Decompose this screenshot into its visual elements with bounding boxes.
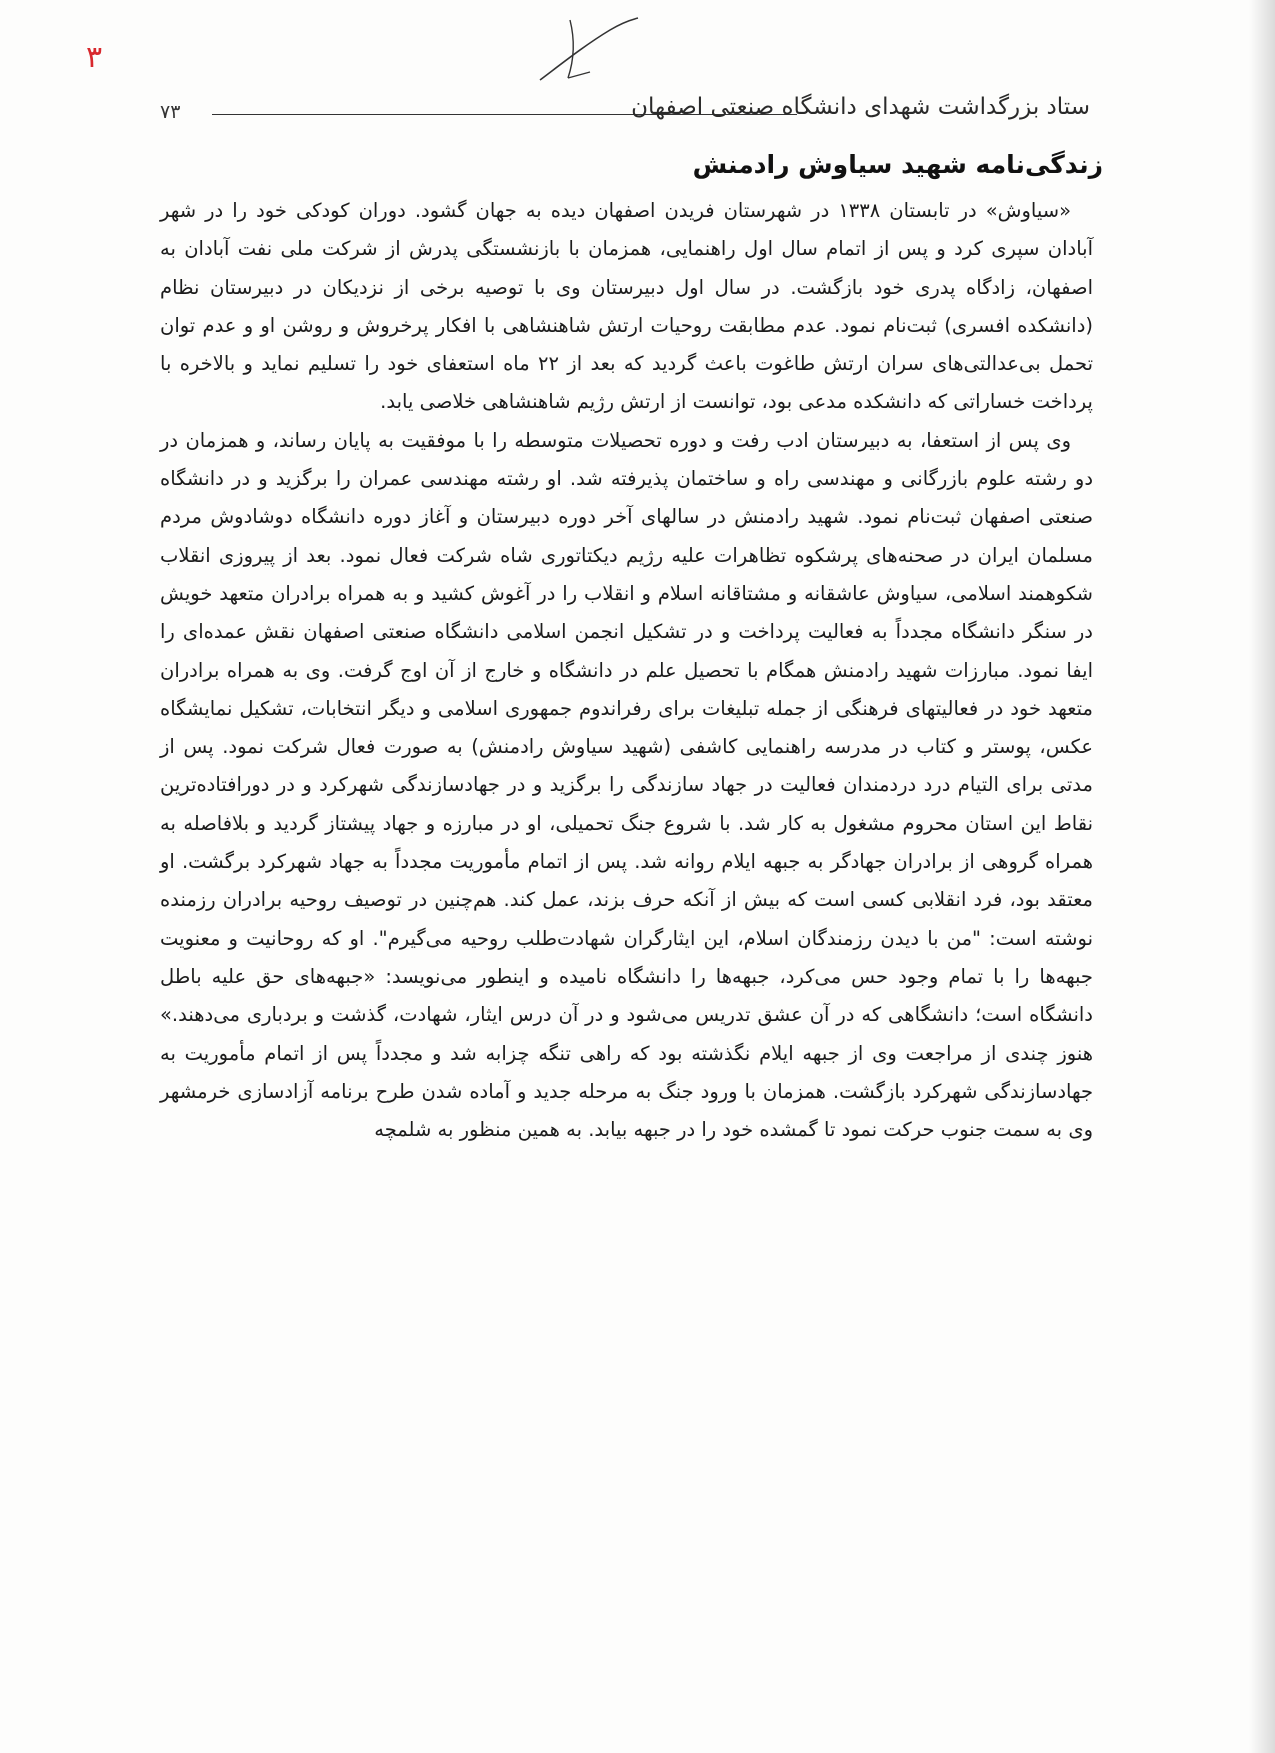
paragraph-1: «سیاوش» در تابستان ۱۳۳۸ در شهرستان فریدن اصفهان دیده به جهان گشود. دوران کودکی خود را در شهر آبادان سپری کرد و پس از اتمام سال اول راهنمایی، همزمان با بازنشستگی پدرش از شرکت ملی نفت آبادان به اصفهان، زادگاه پدری خود بازگشت. در سال اول دبیرستان وی با توصیه برخی از نزدیکان در دبیرستان نظام (دانشکده افسری) ثبت‌نام نمود. عدم مطابقت روحیات ارتش شاهنشاهی با افکار پرخروش و روشن او و عدم توان تحمل بی‌عدالتی‌های سران ارتش طاغوت باعث گردید که بعد از ۲۲ ماه استعفای خود را تسلیم نماید و بالاخره با پرداخت خساراتی که دانشکده مدعی بود، توانست از ارتش رژیم شاهنشاهی خلاصی یابد. xyxy=(160,199,1094,414)
pen-stroke-mark xyxy=(530,10,650,90)
article-body xyxy=(160,192,1093,1149)
page-number: ۷۳ xyxy=(160,101,181,123)
scan-edge-shadow xyxy=(1249,0,1275,1753)
running-title: ستاد بزرگداشت شهدای دانشگاه صنعتی اصفهان xyxy=(631,94,1090,120)
running-header xyxy=(160,92,1090,132)
paragraph-2: وی پس از استعفا، به دبیرستان ادب رفت و دوره تحصیلات متوسطه را با موفقیت به پایان رساند، و همزمان در دو رشته علوم بازرگانی و مهندسی راه و ساختمان پذیرفته شد. او رشته مهندسی عمران را برگزید و در دانشگاه صنعتی اصفهان ثبت‌نام نمود. شهید رادمنش در سالهای آخر دوره دبیرستان و آغاز دوره دانشگاه دوشادوش مردم مسلمان ایران در صحنه‌های پرشکوه تظاهرات علیه رژیم دیکتاتوری شاه شرکت فعال نمود. بعد از پیروزی انقلاب شکوهمند اسلامی، سیاوش عاشقانه و مشتاقانه اسلام و انقلاب را در آغوش کشید و به همراه برادران متعهد خویش در سنگر دانشگاه مجدداً به فعالیت پرداخت و در تشکیل انجمن اسلامی دانشگاه صنعتی اصفهان نقش عمده‌ای را ایفا نمود. مبارزات شهید رادمنش همگام با تحصیل علم در دانشگاه و خارج از آن اوج گرفت. وی به همراه برادران متعهد خود در فعالیتهای فرهنگی از جمله تبلیغات برای رفراندوم جمهوری اسلامی و دیگر انتخابات، تشکیل نمایشگاه عکس، پوستر و کتاب در مدرسه راهنمایی کاشفی (شهید سیاوش رادمنش) به صورت فعال شرکت نمود. پس از مدتی برای التیام درد دردمندان فعالیت در جهاد سازندگی را برگزید و در جهادسازندگی شهرکرد و در دورافتاده‌ترین نقاط این استان محروم مشغول به کار شد. با شروع جنگ تحمیلی، او در مبارزه و جهاد پیشتاز گردید و بلافاصله به همراه گروهی از برادران جهادگر به جبهه ایلام روانه شد. پس از اتمام مأموریت مجدداً به جهاد شهرکرد برگشت. او معتقد بود، فرد انقلابی کسی است که بیش از آنکه حرف بزند، عمل کند. هم‌چنین در توصیف روحیه برادران رزمنده نوشته است: "من با دیدن رزمندگان اسلام، این ایثارگران شهادت‌طلب روحیه می‌گیرم". او که روحانیت و معنویت جبهه‌ها را با تمام وجود حس می‌کرد، جبهه‌ها را دانشگاه نامیده و اینطور می‌نویسد: «جبهه‌های حق علیه باطل دانشگاه است؛ دانشگاهی که در آن عشق تدریس می‌شود و در آن درس ایثار، شهادت، گذشت و بردباری می‌دهند.» هنوز چندی از مراجعت وی از جبهه ایلام نگذشته بود که راهی تنگه چزابه شد و مجدداً پس از اتمام مأموریت به جهادسازندگی شهرکرد بازگشت. همزمان با ورود جنگ به مرحله جدید و آماده شدن طرح برنامه آزادسازی خرمشهر وی به سمت جنوب حرکت نمود تا گمشده خود را در جبهه بیابد. به همین منظور به شلمچه xyxy=(160,428,1093,1142)
article-title: زندگی‌نامه شهید سیاوش رادمنش xyxy=(692,150,1103,179)
red-ink-mark: ۳ xyxy=(85,40,103,75)
